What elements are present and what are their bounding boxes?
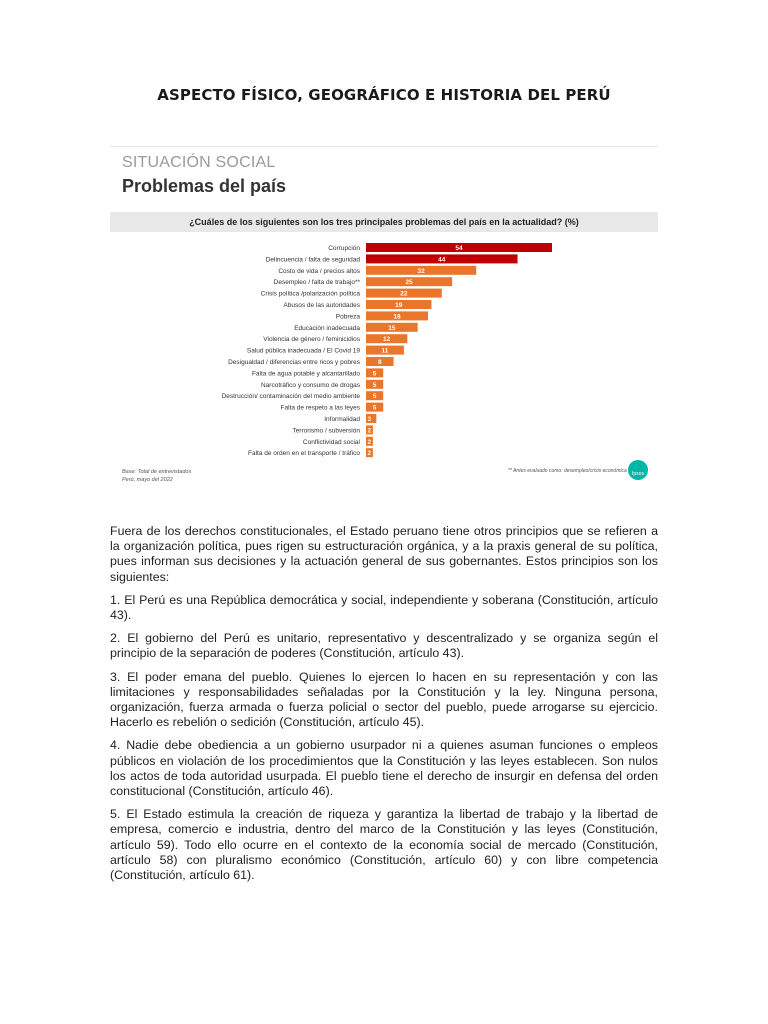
- intro-paragraph: Fuera de los derechos constitucionales, el Estado peruano tiene otros principios que se refieren a la organización política, pues rigen su estructuración orgánica, y a la praxis general de su política, pues informan sus decisiones y la actuación general de sus gobernantes. Estos principios son los siguientes:: [110, 524, 658, 584]
- bar-label: Narcotráfico y consumo de drogas: [261, 381, 360, 389]
- bar-value-label: 54: [455, 245, 463, 252]
- principle-4: 4. Nadie debe obediencia a un gobierno usurpador ni a quienes asuman funciones o empleos públicos en violación de los procedimientos que la Constitución y las leyes establecen. Son nulos los actos de toda autoridad usurpada. El pueblo tiene el derecho de insurgir en defensa del orden constitucional (Constitución, artículo 46).: [110, 738, 658, 799]
- bar-label: Salud pública inadecuada / El Covid 19: [246, 347, 360, 355]
- body-text: [110, 524, 658, 891]
- bar-value-label: 2: [367, 427, 372, 435]
- bar-value-label: 11: [381, 347, 389, 355]
- ipsos-logo: Ipsos: [628, 460, 648, 480]
- document-title: ASPECTO FÍSICO, GEOGRÁFICO E HISTORIA DEL PERÚ: [157, 86, 611, 104]
- base-line-1: Base: Total de entrevistados: [122, 469, 192, 475]
- bar-value-label: 3: [367, 416, 372, 423]
- chart-question: ¿Cuáles de los siguientes son los tres principales problemas del país en la actualidad? (%): [110, 212, 658, 232]
- bar-label: Desigualdad / diferencias entre ricos y pobres: [228, 359, 360, 366]
- bar-value-label: 2: [367, 438, 372, 446]
- bar-value-label: 5: [372, 370, 377, 378]
- survey-figure: [110, 140, 658, 492]
- bar-value-label: 32: [417, 267, 425, 275]
- bar-value-label: 5: [372, 404, 377, 412]
- principle-3: 3. El poder emana del pueblo. Quienes lo ejercen lo hacen en su representación y con las limitaciones y responsabilidades señaladas por la Constitución y la ley. Ninguna persona, organización, fuerza armada o fuerza policial o sector del pueblo, puede arrogarse su ejercicio. Hacerlo es rebelión o sedición (Constitución, artículo 45).: [110, 669, 658, 730]
- bar-value-label: 44: [438, 256, 446, 264]
- bar-value-label: 2: [367, 450, 372, 458]
- bar-label: Falta de agua potable y alcantarillado: [251, 370, 360, 378]
- bar-label: Falta de orden en el transporte / tráfico: [247, 450, 360, 458]
- bar-value-label: 25: [405, 279, 413, 287]
- bar-label: Destrucción/ contaminación del medio ambiente: [221, 393, 360, 401]
- bar-label: Pobreza: [335, 313, 360, 321]
- bar-label: Violencia de género / feminicidios: [263, 336, 360, 344]
- bar-label: Crisis política /polarización política: [260, 290, 360, 298]
- bar-label: Terrorismo / subversión: [292, 427, 360, 435]
- chart-base-note: [122, 468, 191, 484]
- bar-value-label: 15: [388, 324, 396, 332]
- bar-value-label: 18: [393, 313, 401, 321]
- principle-5: 5. El Estado estimula la creación de riqueza y garantiza la libertad de trabajo y la libertad de empresa, comercio e industria, dentro del marco de la Constitución y las leyes (Constitución, artículo 59). Todo ello ocurre en el contexto de la economía social de mercado (Constitución, artículo 58) con pluralismo económico (Constitución, artículo 60) y con libre competencia (Constitución, artículo 61).: [110, 807, 658, 883]
- bar-label: Costo de vida / precios altos: [278, 267, 360, 275]
- bar-value-label: 12: [383, 336, 391, 344]
- bar-value-label: 5: [372, 393, 377, 401]
- bar-chart: [110, 140, 658, 492]
- chart-footnote: ** Antes evaluado como: desempleo/crisis económica: [508, 468, 627, 474]
- bar-label: Delincuencia / falta de seguridad: [265, 256, 360, 264]
- bar-label: Corrupción: [328, 245, 360, 252]
- bar-label: Conflictividad social: [302, 438, 360, 446]
- bar-label: Falta de respeto a las leyes: [280, 404, 360, 412]
- bar-value-label: 19: [395, 302, 403, 309]
- figure-heading: Problemas del país: [122, 176, 287, 196]
- principle-2: 2. El gobierno del Perú es unitario, representativo y descentralizado y se organiza según el principio de la separación de poderes (Constitución, artículo 43).: [110, 631, 658, 661]
- base-line-2: Perú, mayo del 2022: [122, 477, 173, 483]
- bar-label: Abusos de las autoridades: [283, 302, 360, 309]
- bar-value-label: 8: [377, 359, 382, 366]
- bar-label: Informalidad: [324, 416, 360, 423]
- bar-value-label: 5: [372, 381, 377, 389]
- principle-1: 1. El Perú es una República democrática y social, independiente y soberana (Constitución, artículo 43).: [110, 592, 658, 623]
- bar-label: Desempleo / falta de trabajo**: [273, 279, 360, 287]
- figure-section-label: SITUACIÓN SOCIAL: [122, 154, 276, 171]
- bar-value-label: 22: [400, 290, 408, 298]
- bar-label: Educación inadecuada: [294, 324, 360, 332]
